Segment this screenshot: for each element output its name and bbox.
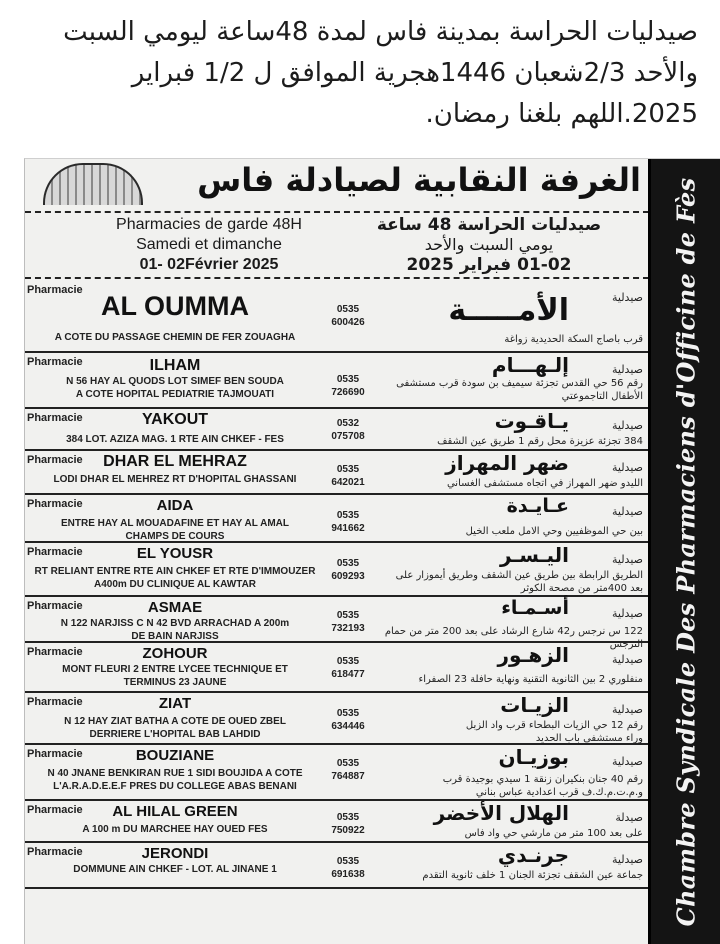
address-fr-line: N 56 HAY AL QUODS LOT SIMEF BEN SOUDA <box>66 376 284 387</box>
post-caption: صيدليات الحراسة بمدينة فاس لمدة 48ساعة ليومي السبت والأحد 2/3شعبان 1446هجرية الموافق ل 1/2 فبراير 2025.اللهم بلغنا رمضان. <box>63 17 698 129</box>
pharmacy-phone <box>325 811 371 837</box>
pharmacy-address-ar <box>375 569 643 595</box>
garde-fr-line1: Pharmacies de garde 48H <box>116 216 302 233</box>
pharmacy-address-fr <box>25 617 325 643</box>
address-ar-line: الطريق الرابطة بين طريق عين الشقف وطريق أيموزار على <box>395 570 643 581</box>
pharmacy-phone <box>325 655 371 681</box>
header-title: الغرفة النقابية لصيادلة فاس <box>197 161 641 199</box>
address-fr-line: N 12 HAY ZIAT BATHA A COTE DE OUED ZBEL <box>64 716 286 727</box>
pharmacy-entry <box>25 451 649 495</box>
phone-part: 0535 <box>336 374 360 385</box>
address-fr-line: LODI DHAR EL MEHREZ RT D'HOPITAL GHASSANI <box>53 474 297 485</box>
garde-ar-line1: صيدليات الحراسة 48 ساعة <box>376 215 602 235</box>
pharmacy-address-ar <box>375 333 643 346</box>
pharmacy-name-fr: JERONDI <box>141 845 209 862</box>
pharmacy-entry <box>25 495 649 543</box>
pharmacy-address-ar <box>375 435 643 448</box>
phone-part: 732193 <box>331 623 365 634</box>
address-fr-line: A400m DU CLINIQUE AL KAWTAR <box>93 579 257 590</box>
pharmacy-name-fr: DHAR EL MEHRAZ <box>103 453 247 470</box>
pharmacy-label-fr: Pharmacie <box>27 646 83 658</box>
pharmacy-address-ar <box>375 773 643 799</box>
address-fr-line: ENTRE HAY AL MOUADAFINE ET HAY AL AMAL <box>61 518 289 529</box>
phone-part: 0532 <box>336 418 360 429</box>
phone-part: 726690 <box>331 387 365 398</box>
pharmacy-label-ar: صيدلية <box>611 291 643 304</box>
pharmacy-name-ar: اليـسـر <box>500 543 569 567</box>
garde-ar-line3: 01-02 فبراير 2025 <box>406 255 572 275</box>
pharmacy-phone <box>325 509 371 535</box>
pharmacy-name-ar: أسـمـاء <box>501 597 569 619</box>
phone-part: 750922 <box>331 825 365 836</box>
pharmacy-label-fr: Pharmacie <box>27 846 83 858</box>
pharmacy-name-ar: ضهر المهراز <box>445 451 569 475</box>
pharmacy-address-ar <box>375 673 643 686</box>
phone-part: 600426 <box>331 317 365 328</box>
pharmacy-label-fr: Pharmacie <box>27 284 83 296</box>
pharmacy-name-fr: ILHAM <box>149 357 201 374</box>
pharmacy-address-fr <box>25 715 325 741</box>
pharmacy-address-ar <box>375 827 643 840</box>
address-fr-line: DOMMUNE AIN CHKEF - LOT. AL JINANE 1 <box>73 864 277 875</box>
pharmacy-address-fr <box>25 823 325 836</box>
phone-part: 0535 <box>336 304 360 315</box>
pharmacy-name-fr: YAKOUT <box>141 411 209 428</box>
phone-part: 0535 <box>336 656 360 667</box>
garde-fr-line2: Samedi et dimanche <box>136 236 282 253</box>
phone-part: 642021 <box>331 477 365 488</box>
pharmacy-label-ar: صيدلية <box>611 853 643 866</box>
pharmacy-address-fr <box>25 663 325 689</box>
address-fr-line: A COTE HOPITAL PEDIATRIE TAJMOUATI <box>75 389 275 400</box>
pharmacy-address-ar <box>375 525 643 538</box>
pharmacy-name-ar: عـايـدة <box>506 495 569 517</box>
phone-part: 609293 <box>331 571 365 582</box>
address-ar-line: رقم 56 حي القدس تجزئة سيميف بن سودة قرب مستشفى <box>396 378 643 389</box>
pharmacy-name-fr: BOUZIANE <box>135 747 215 764</box>
phone-part: 0535 <box>336 610 360 621</box>
listing-main <box>25 159 649 944</box>
pharmacy-entry <box>25 409 649 451</box>
address-ar-line: و.م.ت.م.ك.ف قرب اعدادية عباس بناني <box>475 787 643 798</box>
pharmacy-entry <box>25 353 649 409</box>
pharmacy-label-ar: صيدلية <box>611 505 643 518</box>
pharmacy-label-fr: Pharmacie <box>27 356 83 368</box>
pharmacy-label-ar: صيدلية <box>611 553 643 566</box>
address-ar-line: بعد 400متر من مصحة الكوثر <box>520 583 643 594</box>
address-ar-line: جماعة عين الشقف تجزئة الجنان 1 خلف ثانوية التقدم <box>422 870 643 881</box>
pharmacy-name-fr: ZIAT <box>158 695 192 712</box>
pharmacy-address-ar <box>375 869 643 882</box>
address-ar-line: رقم 40 جنان بنكيران زنقة 1 سيدي بوجيدة قرب <box>442 774 643 785</box>
phone-part: 764887 <box>331 771 365 782</box>
pharmacy-label-ar: صيدلية <box>611 419 643 432</box>
pharmacy-entry <box>25 543 649 597</box>
pharmacy-phone <box>325 557 371 583</box>
pharmacy-name-ar: جرنـدي <box>497 843 569 867</box>
address-fr-line: L'A.R.A.D.E.E.F PRES DU COLLEGE ABAS BENANI <box>53 781 297 792</box>
phone-part: 0535 <box>336 558 360 569</box>
pharmacy-label-fr: Pharmacie <box>27 546 83 558</box>
pharmacy-label-fr: Pharmacie <box>27 498 83 510</box>
address-ar-line: رقم 12 حي الزيات البطحاء قرب واد الزبل <box>465 720 643 731</box>
pharmacy-phone <box>325 707 371 733</box>
address-ar-line: الليدو ضهر المهراز في اتجاه مستشفى الغساني <box>446 478 643 489</box>
address-ar-line: على بعد 100 متر من مارشي حي واد فاس <box>464 828 643 839</box>
pharmacy-name-ar: يـاقـوت <box>494 409 569 433</box>
phone-part: 075708 <box>331 431 365 442</box>
garde-ar-line2: يومي السبت والأحد <box>424 235 554 254</box>
address-fr-line: A COTE DU PASSAGE CHEMIN DE FER ZOUAGHA <box>54 332 296 343</box>
phone-part: 0535 <box>336 856 360 867</box>
garde-banner <box>25 211 649 279</box>
address-fr-line: TERMINUS 23 JAUNE <box>123 677 227 688</box>
side-banner <box>648 159 720 944</box>
pharmacy-name-fr: AL OUMMA <box>101 291 249 321</box>
pharmacy-name-fr: AL HILAL GREEN <box>112 803 238 820</box>
pharmacy-phone <box>325 417 371 443</box>
pharmacy-label-ar: صيدلية <box>611 755 643 768</box>
side-banner-text: Chambre Syndicale Des Pharmaciens d'Officine de Fès <box>671 177 700 927</box>
pharmacy-name-fr: ZOHOUR <box>142 645 208 662</box>
pharmacy-listing-image <box>24 158 720 944</box>
pharmacy-entry <box>25 843 649 889</box>
pharmacy-entry <box>25 745 649 801</box>
address-ar-line: 384 تجزئة عزيزة محل رقم 1 طريق عين الشقف <box>437 436 643 447</box>
garde-french <box>89 215 329 275</box>
pharmacy-entry <box>25 643 649 693</box>
pharmacy-address-fr <box>25 375 325 401</box>
pharmacy-label-fr: Pharmacie <box>27 804 83 816</box>
address-ar-line: بين حي الموظفيين وحي الامل ملعب الخيل <box>465 526 643 537</box>
pharmacy-name-fr: ASMAE <box>147 599 203 616</box>
pharmacy-name-ar: الزيـات <box>500 693 569 717</box>
pharmacy-entry <box>25 693 649 745</box>
pharmacy-phone <box>325 757 371 783</box>
phone-part: 634446 <box>331 721 365 732</box>
pharmacy-address-ar <box>375 377 643 403</box>
phone-part: 0535 <box>336 510 360 521</box>
garde-arabic <box>369 215 609 275</box>
pharmacy-name-ar: الزهـور <box>497 643 569 667</box>
pharmacy-phone <box>325 463 371 489</box>
document-header <box>25 159 649 205</box>
pharmacy-label-fr: Pharmacie <box>27 600 83 612</box>
pharmacy-name-ar: إلـهـــام <box>491 353 569 377</box>
pharmacy-entry <box>25 597 649 650</box>
pharmacy-name-fr: AIDA <box>156 497 194 514</box>
garde-fr-line3: 01- 02Février 2025 <box>139 256 279 273</box>
address-fr-line: DE BAIN NARJISS <box>131 631 219 642</box>
pharmacy-name-ar: الأمـــــة <box>448 293 569 328</box>
pharmacy-label-fr: Pharmacie <box>27 696 83 708</box>
address-fr-line: RT RELIANT ENTRE RTE AIN CHKEF ET RTE D'IMMOUZER <box>34 566 316 577</box>
pharmacy-name-ar: بوزيـان <box>498 745 569 769</box>
phone-part: 0535 <box>336 708 360 719</box>
pharmacy-phone <box>325 855 371 881</box>
phone-part: 0535 <box>336 464 360 475</box>
phone-part: 691638 <box>331 869 365 880</box>
pharmacy-name-ar: الهلال الأخضر <box>433 801 569 825</box>
pharmacy-label-ar: صيدلية <box>611 653 643 666</box>
address-ar-line: منفلوري 2 بين الثانوية التقنية ونهاية حافلة 23 الصفراء <box>418 674 643 685</box>
address-fr-line: DERRIERE L'HOPITAL BAB LAHDID <box>89 729 261 740</box>
pharmacy-label-ar: صيدلية <box>611 363 643 376</box>
pharmacy-phone <box>325 303 371 329</box>
pharmacy-label-fr: Pharmacie <box>27 412 83 424</box>
pharmacy-label-ar: صيدلية <box>611 461 643 474</box>
phone-part: 0535 <box>336 812 360 823</box>
address-fr-line: N 40 JNANE BENKIRAN RUE 1 SIDI BOUJIDA A COTE <box>47 768 303 779</box>
pharmacy-address-ar <box>375 719 643 745</box>
phone-part: 618477 <box>331 669 365 680</box>
pharmacy-address-fr <box>25 473 325 486</box>
address-ar-line: وراء مستشفى باب الحديد <box>535 733 643 744</box>
phone-part: 0535 <box>336 758 360 769</box>
pharmacy-entry <box>25 281 649 353</box>
pharmacy-label-fr: Pharmacie <box>27 454 83 466</box>
address-fr-line: 384 LOT. AZIZA MAG. 1 RTE AIN CHKEF - FES <box>66 434 284 445</box>
address-fr-line: MONT FLEURI 2 ENTRE LYCEE TECHNIQUE ET <box>62 664 288 675</box>
pharmacy-name-fr: EL YOUSR <box>136 545 214 562</box>
pharmacy-label-fr: Pharmacie <box>27 748 83 760</box>
pharmacy-label-ar: صيدلية <box>611 607 643 620</box>
pharmacy-address-fr <box>25 433 325 446</box>
address-fr-line: N 122 NARJISS C N 42 BVD ARRACHAD A 200m <box>60 618 290 629</box>
pharmacy-address-fr <box>25 863 325 876</box>
address-ar-line: قرب باصاج السكة الحديدية زواغة <box>504 334 643 345</box>
pharmacy-address-ar <box>375 477 643 490</box>
pharmacy-phone <box>325 609 371 635</box>
address-fr-line: A 100 m DU MARCHEE HAY OUED FES <box>82 824 268 835</box>
pharmacy-entry <box>25 801 649 843</box>
pharmacy-address-fr <box>25 565 325 591</box>
pharmacy-address-fr <box>25 331 325 344</box>
pharmacy-label-ar: صيدلة <box>615 811 643 824</box>
building-logo-icon <box>43 163 143 205</box>
pharmacy-label-ar: صيدلية <box>611 703 643 716</box>
address-ar-line: 122 س نرجس ر42 شارع الرشاد على بعد 200 متر من حمام النرجس <box>384 626 643 650</box>
pharmacy-address-fr <box>25 767 325 793</box>
pharmacy-phone <box>325 373 371 399</box>
pharmacy-address-fr <box>25 517 325 543</box>
address-fr-line: CHAMPS DE COURS <box>125 531 225 542</box>
phone-part: 941662 <box>331 523 365 534</box>
address-ar-line: الأطفال التاجموعتي <box>561 391 643 402</box>
